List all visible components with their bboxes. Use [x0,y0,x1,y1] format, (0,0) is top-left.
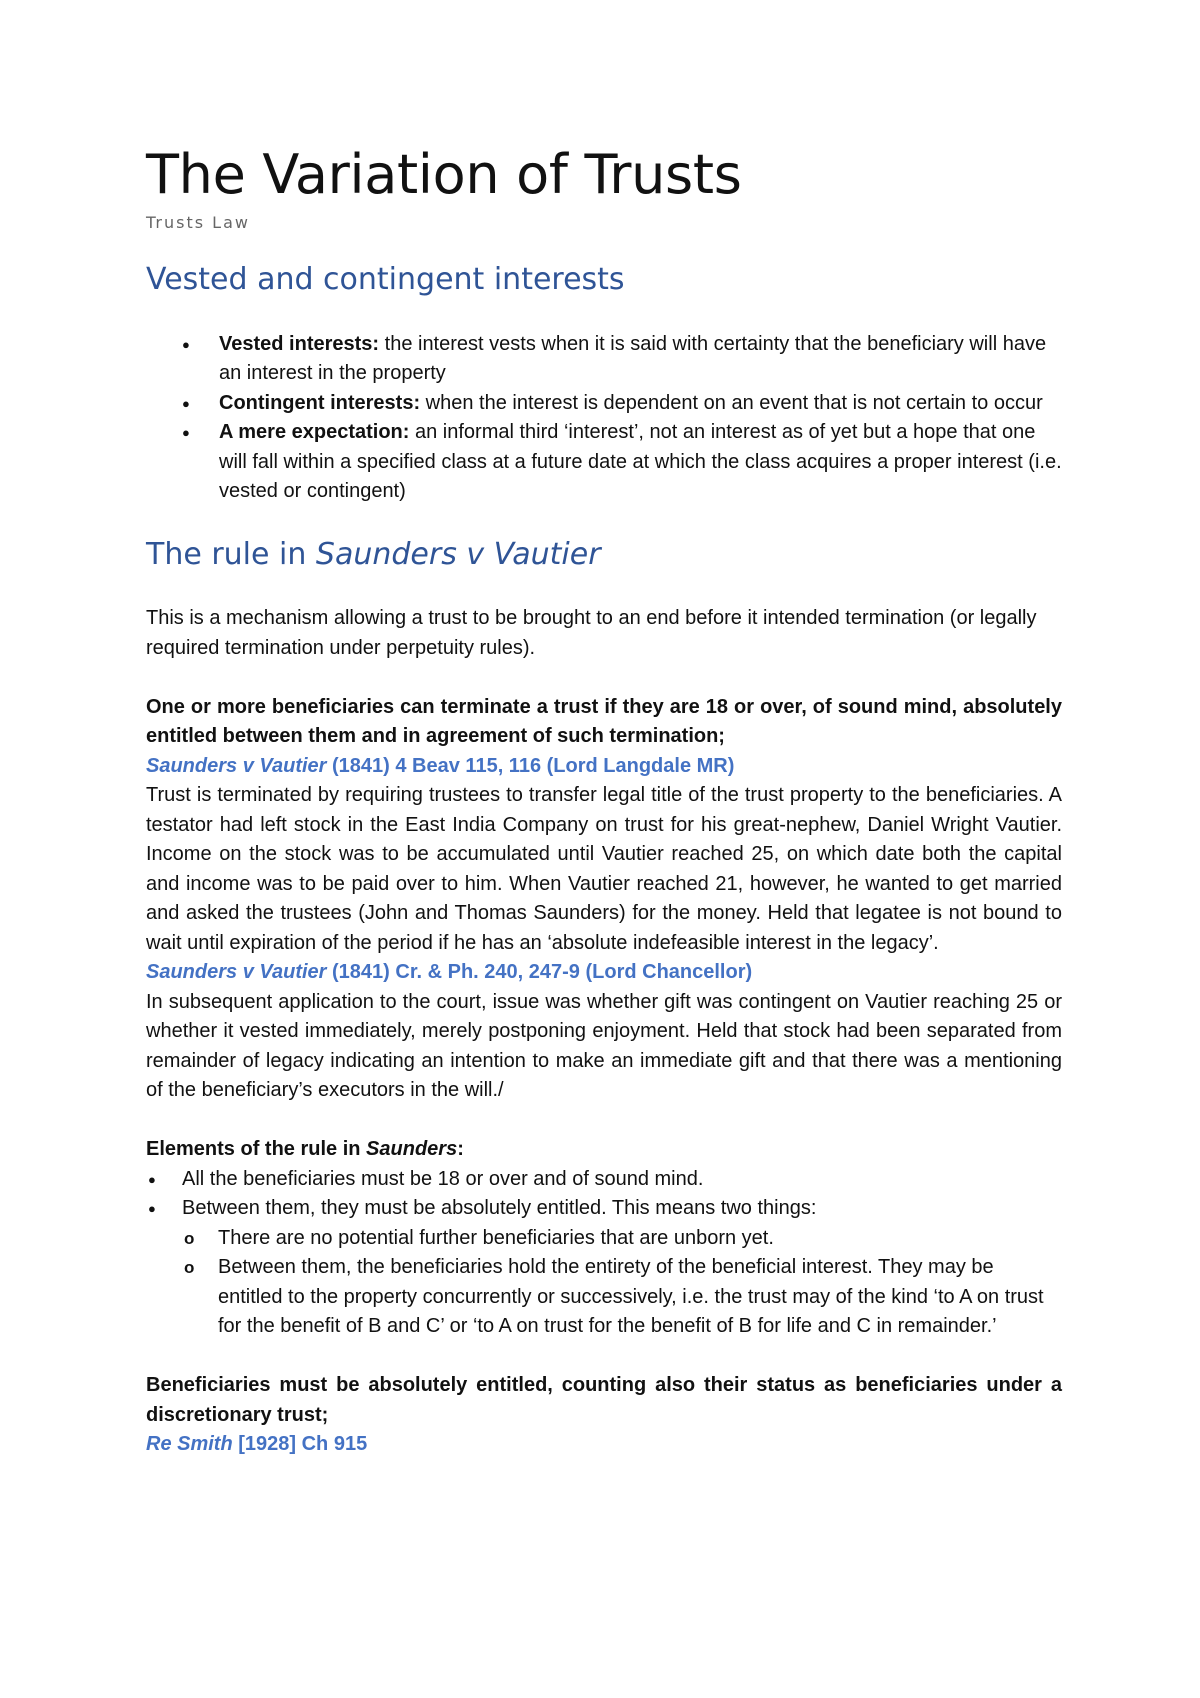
interest-types-list [146,330,1062,507]
document-body [146,140,1062,1460]
rule-statement: One or more beneficiaries can terminate a trust if they are 18 or over, of sound mind, absolutely entitled between them and in agreement of such termination; [146,695,1062,747]
spacer [146,1106,1062,1136]
case-reference: (1841) 4 Beav 115, 116 (Lord Langdale MR) [326,754,735,777]
elements-heading-case: Saunders [366,1138,458,1160]
heading-case-name: Saunders v Vautier [315,536,601,572]
definition: the interest vests when it is said with certainty that the beneficiary will have an interest in the property [219,332,1047,384]
term: Vested interests: [219,332,380,355]
elements-heading-prefix: Elements of the rule in [146,1138,367,1160]
case-name: Saunders v Vautier [146,754,327,777]
rule-statement: Beneficiaries must be absolutely entitled, counting also their status as beneficiaries under a discretionary trust; [146,1374,1062,1426]
list-item [146,330,1062,389]
document-subtitle: Trusts Law [146,213,250,232]
case-reference: [1928] Ch 915 [232,1433,368,1455]
spacer [146,1342,1062,1372]
case-name: Re Smith [146,1433,233,1455]
intro-paragraph: This is a mechanism allowing a trust to be brought to an end before it intended termination (or legally required termination under perpetuity rules). [146,607,1037,659]
heading-prefix: The rule in [146,536,316,572]
case-citation [146,1430,1062,1460]
case-citation [146,752,1062,782]
sub-elements-list [182,1224,1062,1342]
case-summary: Trust is terminated by requiring trustees to transfer legal title of the trust property to the beneficiaries. A testator had left stock in the East India Company on trust for his great-nephew, Daniel Wright Vautier. Income on the stock was to be accumulated until Vautier reached 25, on which date both the capital and income was to be paid over to him. When Vautier reached 21, however, he wanted to get married and asked the trustees (John and Thomas Saunders) for the money. Held that legatee is not bound to wait until expiration of the period if he has an ‘absolute indefeasible interest in the legacy’. [146,784,1062,954]
spacer [146,300,1062,330]
elements-heading-suffix: : [457,1138,464,1160]
list-item [146,1194,1062,1342]
spacer [146,663,1062,693]
document-title: The Variation of Trusts [146,143,742,206]
list-item-text: Between them, they must be absolutely entitled. This means two things: [182,1197,817,1219]
sub-list-item: o There are no potential further beneficiaries that are unborn yet. [182,1224,1062,1254]
definition: when the interest is dependent on an event that is not certain to occur [420,391,1043,414]
sub-list-item: o Between them, the beneficiaries hold the entirety of the beneficial interest. They may be entitled to the property concurrently or successively, i.e. the trust may of the kind ‘to A on trust for the benefit of B and C’ or ‘to A on trust for the benefit of B for life and C in remainder.’ [182,1253,1062,1342]
heading-vested-contingent: Vested and contingent interests [146,262,625,297]
heading-saunders-rule [146,535,1062,575]
list-item [146,418,1062,507]
term: Contingent interests: [219,391,421,414]
definition: an informal third ‘interest’, not an interest as of yet but a hope that one will fall within a specified class at a future date at which the class acquires a proper interest (i.e. vested or contingent) [219,421,1062,502]
case-summary: In subsequent application to the court, issue was whether gift was contingent on Vautier reaching 25 or whether it vested immediately, merely postponing enjoyment. Held that stock had been separated from remainder of legacy indicating an intention to make an immediate gift and that there was a mentioning of the beneficiary’s executors in the will./ [146,990,1062,1101]
elements-list [146,1165,1062,1342]
case-citation [146,958,1062,988]
case-name: Saunders v Vautier [146,961,327,983]
spacer [146,575,1062,605]
list-item [146,389,1062,419]
case-reference: (1841) Cr. & Ph. 240, 247-9 (Lord Chancellor) [326,961,753,983]
list-item: ● All the beneficiaries must be 18 or over and of sound mind. [146,1165,1062,1195]
term: A mere expectation: [219,421,410,443]
elements-heading [146,1135,1062,1165]
